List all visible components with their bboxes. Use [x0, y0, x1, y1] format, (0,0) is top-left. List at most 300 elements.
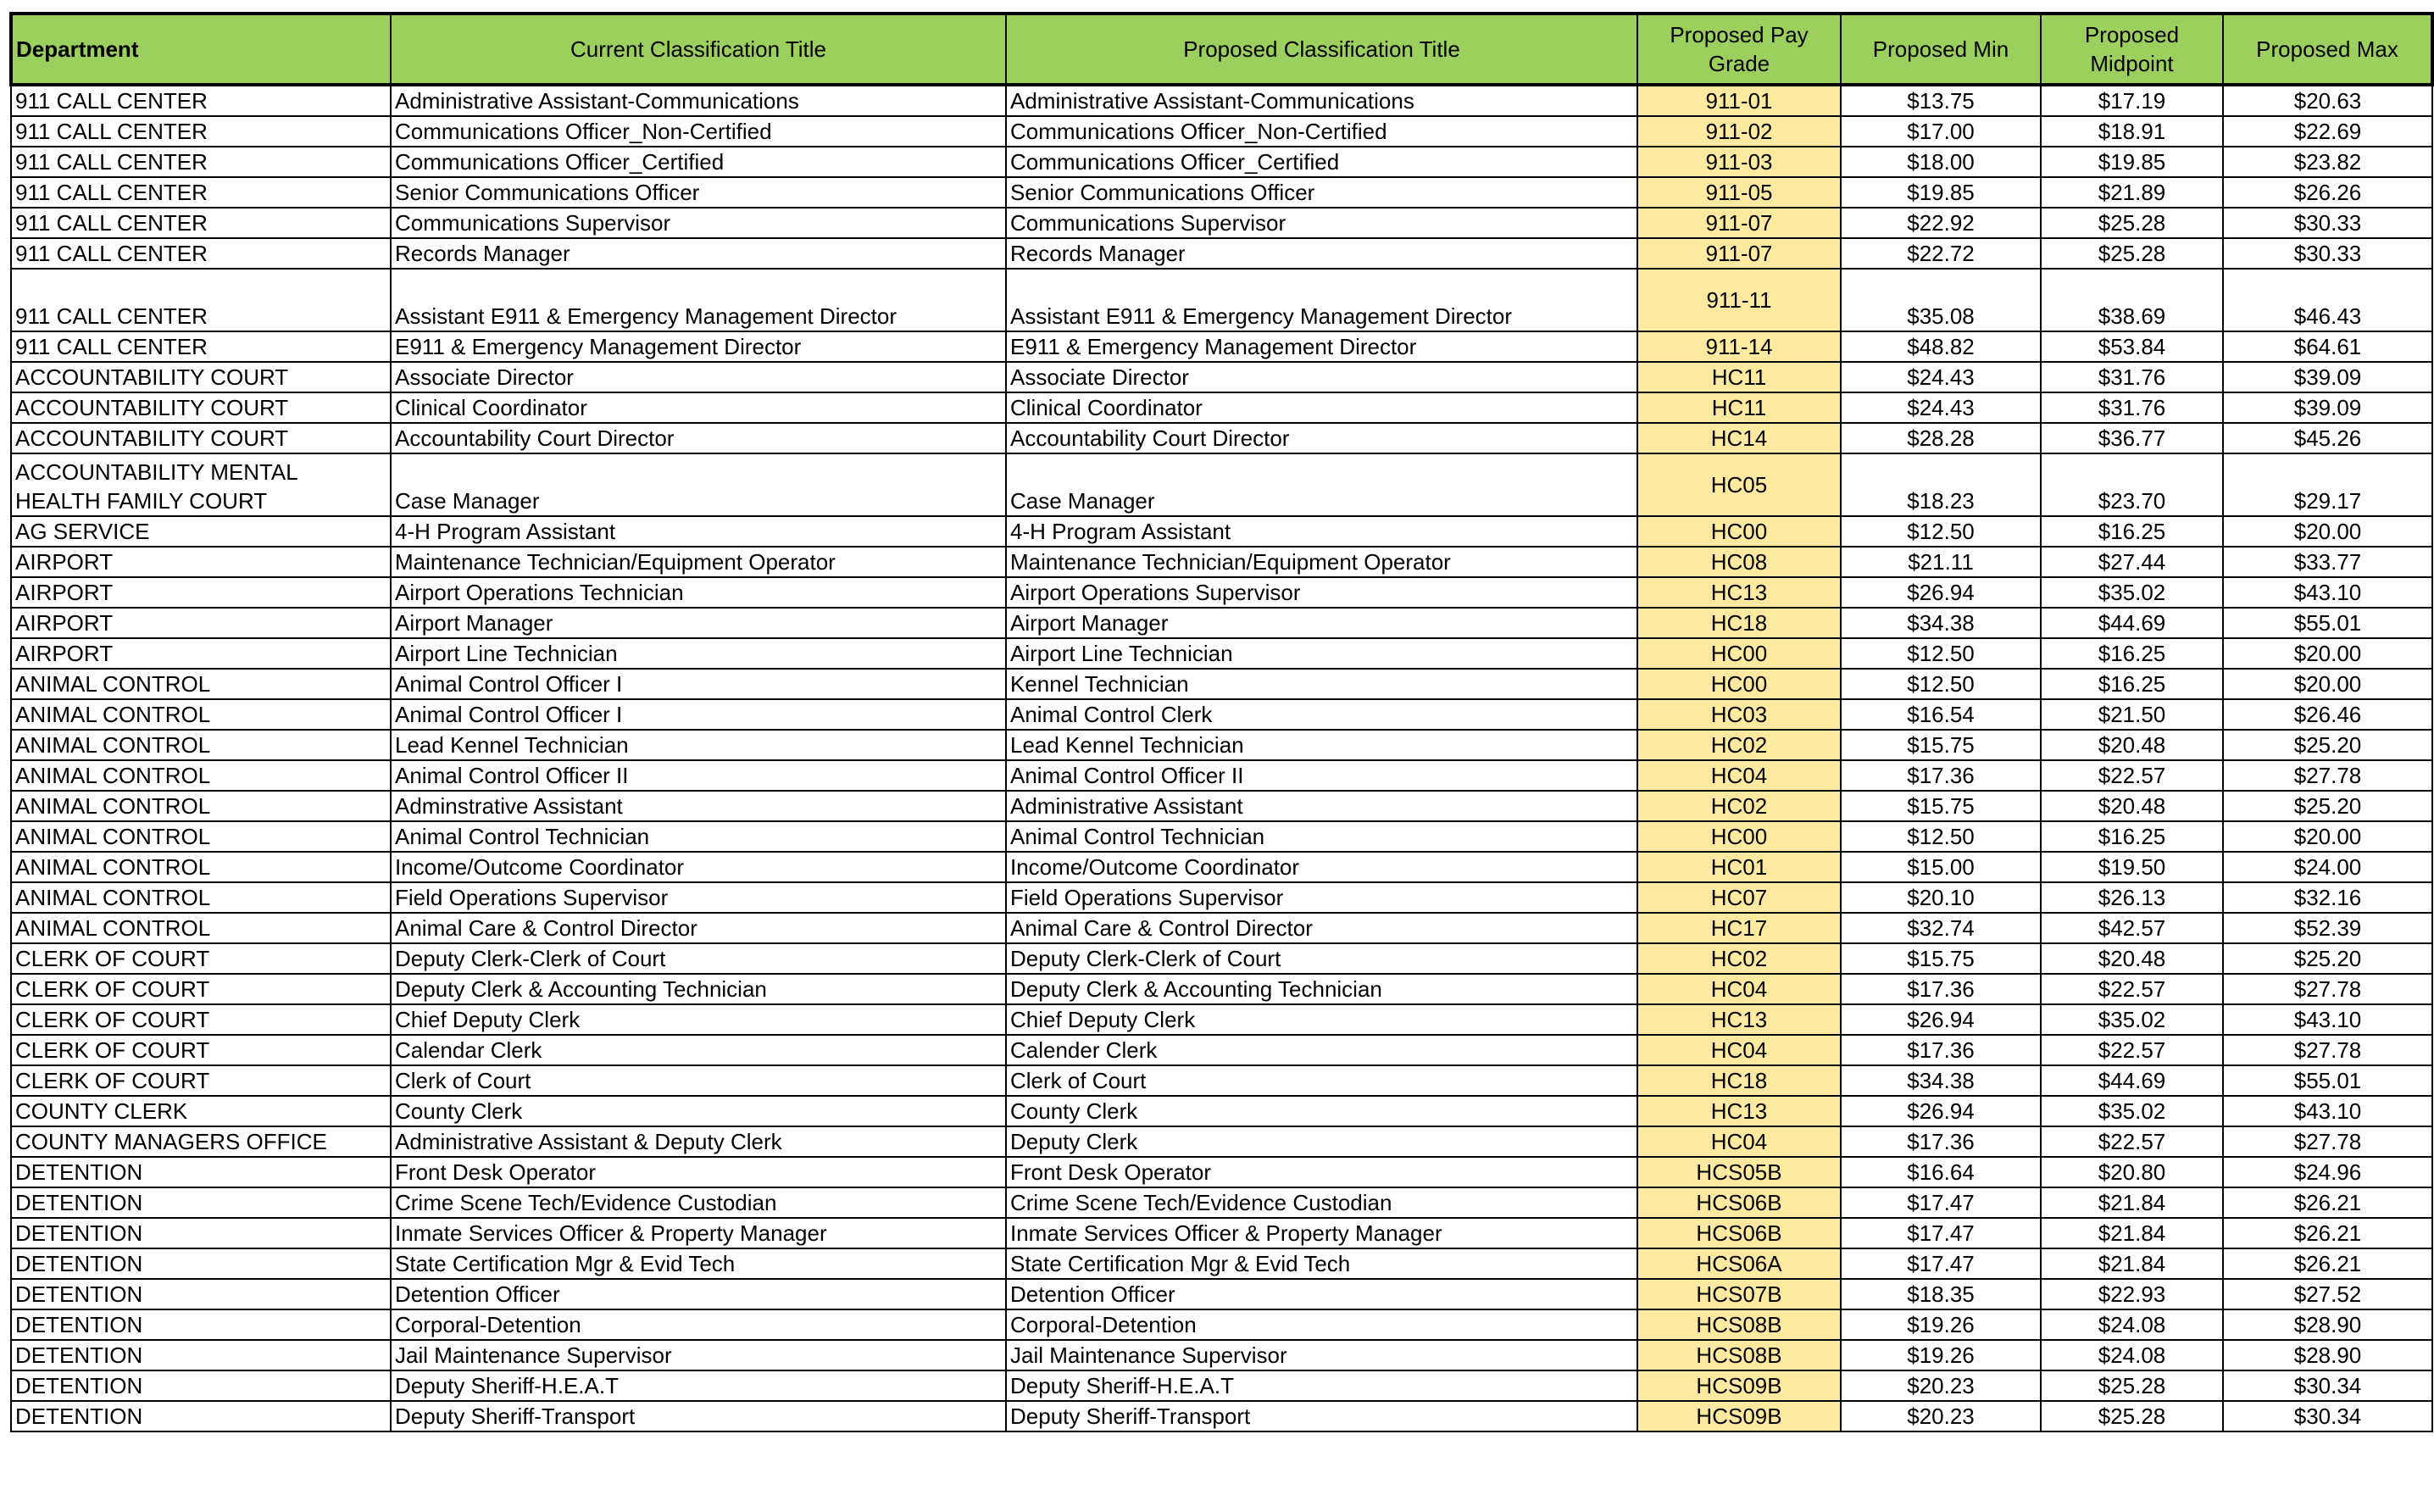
cell-proposed-title[interactable]: State Certification Mgr & Evid Tech: [1006, 1248, 1637, 1279]
cell-pay-grade[interactable]: HC02: [1637, 730, 1841, 760]
cell-proposed-min[interactable]: $17.36: [1841, 1126, 2041, 1157]
cell-pay-grade[interactable]: HCS08B: [1637, 1309, 1841, 1340]
cell-pay-grade[interactable]: 911-07: [1637, 208, 1841, 238]
cell-department[interactable]: 911 CALL CENTER: [11, 269, 391, 331]
cell-proposed-min[interactable]: $19.26: [1841, 1309, 2041, 1340]
cell-proposed-max[interactable]: $29.17: [2223, 453, 2432, 516]
cell-current-title[interactable]: Animal Care & Control Director: [391, 913, 1006, 943]
cell-proposed-title[interactable]: Communications Supervisor: [1006, 208, 1637, 238]
cell-proposed-max[interactable]: $26.26: [2223, 177, 2432, 208]
cell-proposed-min[interactable]: $24.43: [1841, 362, 2041, 392]
cell-pay-grade[interactable]: HC03: [1637, 699, 1841, 730]
cell-department[interactable]: AIRPORT: [11, 608, 391, 638]
cell-proposed-min[interactable]: $15.75: [1841, 943, 2041, 974]
cell-proposed-max[interactable]: $55.01: [2223, 1065, 2432, 1096]
cell-proposed-title[interactable]: Kennel Technician: [1006, 669, 1637, 699]
cell-proposed-midpoint[interactable]: $16.25: [2041, 669, 2223, 699]
cell-department[interactable]: DETENTION: [11, 1218, 391, 1248]
cell-proposed-max[interactable]: $26.21: [2223, 1218, 2432, 1248]
cell-proposed-midpoint[interactable]: $22.57: [2041, 974, 2223, 1004]
cell-current-title[interactable]: Income/Outcome Coordinator: [391, 852, 1006, 882]
cell-proposed-max[interactable]: $25.20: [2223, 943, 2432, 974]
cell-current-title[interactable]: Field Operations Supervisor: [391, 882, 1006, 913]
cell-proposed-midpoint[interactable]: $25.28: [2041, 238, 2223, 269]
cell-proposed-midpoint[interactable]: $20.80: [2041, 1157, 2223, 1187]
cell-department[interactable]: DETENTION: [11, 1401, 391, 1431]
cell-current-title[interactable]: Airport Operations Technician: [391, 577, 1006, 608]
cell-pay-grade[interactable]: HC08: [1637, 547, 1841, 577]
cell-proposed-max[interactable]: $24.00: [2223, 852, 2432, 882]
cell-pay-grade[interactable]: HC13: [1637, 1096, 1841, 1126]
cell-department[interactable]: 911 CALL CENTER: [11, 116, 391, 147]
cell-proposed-midpoint[interactable]: $35.02: [2041, 1096, 2223, 1126]
cell-proposed-midpoint[interactable]: $20.48: [2041, 730, 2223, 760]
cell-current-title[interactable]: Detention Officer: [391, 1279, 1006, 1309]
cell-current-title[interactable]: Crime Scene Tech/Evidence Custodian: [391, 1187, 1006, 1218]
cell-proposed-min[interactable]: $17.36: [1841, 760, 2041, 791]
cell-pay-grade[interactable]: HC13: [1637, 1004, 1841, 1035]
cell-proposed-max[interactable]: $52.39: [2223, 913, 2432, 943]
cell-proposed-title[interactable]: Front Desk Operator: [1006, 1157, 1637, 1187]
cell-department[interactable]: 911 CALL CENTER: [11, 85, 391, 116]
cell-proposed-midpoint[interactable]: $31.76: [2041, 392, 2223, 423]
cell-proposed-title[interactable]: Airport Operations Supervisor: [1006, 577, 1637, 608]
cell-department[interactable]: 911 CALL CENTER: [11, 208, 391, 238]
cell-current-title[interactable]: Chief Deputy Clerk: [391, 1004, 1006, 1035]
cell-proposed-midpoint[interactable]: $17.19: [2041, 85, 2223, 116]
cell-proposed-midpoint[interactable]: $23.70: [2041, 453, 2223, 516]
cell-proposed-midpoint[interactable]: $22.57: [2041, 1126, 2223, 1157]
cell-proposed-midpoint[interactable]: $22.57: [2041, 760, 2223, 791]
cell-proposed-title[interactable]: Lead Kennel Technician: [1006, 730, 1637, 760]
cell-pay-grade[interactable]: HCS06B: [1637, 1187, 1841, 1218]
cell-proposed-max[interactable]: $26.21: [2223, 1248, 2432, 1279]
cell-current-title[interactable]: Clerk of Court: [391, 1065, 1006, 1096]
cell-pay-grade[interactable]: HC04: [1637, 760, 1841, 791]
cell-proposed-min[interactable]: $18.23: [1841, 453, 2041, 516]
cell-pay-grade[interactable]: HC07: [1637, 882, 1841, 913]
cell-proposed-midpoint[interactable]: $21.84: [2041, 1187, 2223, 1218]
cell-proposed-midpoint[interactable]: $31.76: [2041, 362, 2223, 392]
cell-current-title[interactable]: Communications Officer_Certified: [391, 147, 1006, 177]
cell-pay-grade[interactable]: 911-03: [1637, 147, 1841, 177]
cell-proposed-title[interactable]: Jail Maintenance Supervisor: [1006, 1340, 1637, 1370]
cell-proposed-title[interactable]: Corporal-Detention: [1006, 1309, 1637, 1340]
cell-department[interactable]: ANIMAL CONTROL: [11, 669, 391, 699]
cell-current-title[interactable]: Airport Line Technician: [391, 638, 1006, 669]
cell-pay-grade[interactable]: HCS07B: [1637, 1279, 1841, 1309]
cell-pay-grade[interactable]: 911-01: [1637, 85, 1841, 116]
cell-proposed-min[interactable]: $15.00: [1841, 852, 2041, 882]
cell-proposed-midpoint[interactable]: $42.57: [2041, 913, 2223, 943]
cell-pay-grade[interactable]: HC11: [1637, 392, 1841, 423]
cell-pay-grade[interactable]: HC18: [1637, 608, 1841, 638]
cell-proposed-min[interactable]: $34.38: [1841, 1065, 2041, 1096]
cell-proposed-max[interactable]: $43.10: [2223, 1004, 2432, 1035]
cell-proposed-min[interactable]: $17.36: [1841, 974, 2041, 1004]
cell-department[interactable]: CLERK OF COURT: [11, 1004, 391, 1035]
cell-department[interactable]: 911 CALL CENTER: [11, 238, 391, 269]
cell-department[interactable]: DETENTION: [11, 1340, 391, 1370]
cell-pay-grade[interactable]: 911-11: [1637, 269, 1841, 331]
cell-department[interactable]: AIRPORT: [11, 577, 391, 608]
cell-proposed-min[interactable]: $20.10: [1841, 882, 2041, 913]
cell-current-title[interactable]: Animal Control Officer II: [391, 760, 1006, 791]
cell-proposed-max[interactable]: $24.96: [2223, 1157, 2432, 1187]
cell-proposed-title[interactable]: Airport Manager: [1006, 608, 1637, 638]
cell-pay-grade[interactable]: 911-14: [1637, 331, 1841, 362]
cell-pay-grade[interactable]: HCS09B: [1637, 1401, 1841, 1431]
cell-proposed-midpoint[interactable]: $16.25: [2041, 638, 2223, 669]
cell-proposed-midpoint[interactable]: $44.69: [2041, 1065, 2223, 1096]
cell-pay-grade[interactable]: HC11: [1637, 362, 1841, 392]
cell-proposed-title[interactable]: Deputy Clerk: [1006, 1126, 1637, 1157]
cell-department[interactable]: DETENTION: [11, 1370, 391, 1401]
cell-department[interactable]: AIRPORT: [11, 638, 391, 669]
cell-proposed-title[interactable]: Maintenance Technician/Equipment Operator: [1006, 547, 1637, 577]
cell-proposed-max[interactable]: $22.69: [2223, 116, 2432, 147]
cell-proposed-max[interactable]: $39.09: [2223, 362, 2432, 392]
cell-proposed-max[interactable]: $20.00: [2223, 669, 2432, 699]
cell-proposed-midpoint[interactable]: $27.44: [2041, 547, 2223, 577]
cell-current-title[interactable]: Maintenance Technician/Equipment Operator: [391, 547, 1006, 577]
cell-proposed-title[interactable]: Animal Control Clerk: [1006, 699, 1637, 730]
cell-department[interactable]: DETENTION: [11, 1248, 391, 1279]
cell-pay-grade[interactable]: HC00: [1637, 638, 1841, 669]
cell-department[interactable]: ANIMAL CONTROL: [11, 882, 391, 913]
cell-proposed-max[interactable]: $26.46: [2223, 699, 2432, 730]
cell-current-title[interactable]: Lead Kennel Technician: [391, 730, 1006, 760]
cell-proposed-min[interactable]: $12.50: [1841, 821, 2041, 852]
cell-pay-grade[interactable]: HC18: [1637, 1065, 1841, 1096]
cell-proposed-max[interactable]: $27.52: [2223, 1279, 2432, 1309]
cell-proposed-midpoint[interactable]: $26.13: [2041, 882, 2223, 913]
cell-department[interactable]: ACCOUNTABILITY MENTAL HEALTH FAMILY COURT: [11, 453, 391, 516]
header-department[interactable]: Department: [11, 14, 391, 85]
cell-proposed-midpoint[interactable]: $38.69: [2041, 269, 2223, 331]
cell-department[interactable]: ANIMAL CONTROL: [11, 821, 391, 852]
header-proposed-title[interactable]: Proposed Classification Title: [1006, 14, 1637, 85]
cell-current-title[interactable]: Assistant E911 & Emergency Management Director: [391, 269, 1006, 331]
cell-proposed-max[interactable]: $25.20: [2223, 730, 2432, 760]
cell-department[interactable]: DETENTION: [11, 1309, 391, 1340]
cell-department[interactable]: CLERK OF COURT: [11, 974, 391, 1004]
cell-department[interactable]: CLERK OF COURT: [11, 1035, 391, 1065]
cell-proposed-min[interactable]: $19.26: [1841, 1340, 2041, 1370]
cell-proposed-min[interactable]: $18.35: [1841, 1279, 2041, 1309]
cell-proposed-min[interactable]: $12.50: [1841, 516, 2041, 547]
cell-proposed-min[interactable]: $24.43: [1841, 392, 2041, 423]
cell-proposed-midpoint[interactable]: $18.91: [2041, 116, 2223, 147]
cell-current-title[interactable]: Deputy Clerk & Accounting Technician: [391, 974, 1006, 1004]
cell-pay-grade[interactable]: HC02: [1637, 943, 1841, 974]
cell-proposed-title[interactable]: 4-H Program Assistant: [1006, 516, 1637, 547]
cell-proposed-max[interactable]: $45.26: [2223, 423, 2432, 453]
cell-proposed-min[interactable]: $28.28: [1841, 423, 2041, 453]
cell-proposed-max[interactable]: $43.10: [2223, 577, 2432, 608]
cell-proposed-midpoint[interactable]: $25.28: [2041, 208, 2223, 238]
cell-current-title[interactable]: E911 & Emergency Management Director: [391, 331, 1006, 362]
cell-department[interactable]: ACCOUNTABILITY COURT: [11, 392, 391, 423]
cell-pay-grade[interactable]: 911-07: [1637, 238, 1841, 269]
cell-proposed-min[interactable]: $26.94: [1841, 1004, 2041, 1035]
cell-current-title[interactable]: Communications Supervisor: [391, 208, 1006, 238]
cell-current-title[interactable]: Senior Communications Officer: [391, 177, 1006, 208]
cell-proposed-min[interactable]: $17.36: [1841, 1035, 2041, 1065]
cell-proposed-min[interactable]: $22.72: [1841, 238, 2041, 269]
cell-department[interactable]: 911 CALL CENTER: [11, 147, 391, 177]
cell-proposed-midpoint[interactable]: $20.48: [2041, 943, 2223, 974]
cell-proposed-midpoint[interactable]: $21.89: [2041, 177, 2223, 208]
cell-current-title[interactable]: Accountability Court Director: [391, 423, 1006, 453]
cell-current-title[interactable]: Administrative Assistant & Deputy Clerk: [391, 1126, 1006, 1157]
cell-proposed-midpoint[interactable]: $53.84: [2041, 331, 2223, 362]
cell-proposed-title[interactable]: Crime Scene Tech/Evidence Custodian: [1006, 1187, 1637, 1218]
cell-department[interactable]: ANIMAL CONTROL: [11, 852, 391, 882]
cell-department[interactable]: ACCOUNTABILITY COURT: [11, 362, 391, 392]
cell-proposed-midpoint[interactable]: $16.25: [2041, 821, 2223, 852]
cell-proposed-min[interactable]: $18.00: [1841, 147, 2041, 177]
cell-proposed-min[interactable]: $34.38: [1841, 608, 2041, 638]
cell-proposed-title[interactable]: Administrative Assistant: [1006, 791, 1637, 821]
cell-proposed-title[interactable]: Records Manager: [1006, 238, 1637, 269]
cell-current-title[interactable]: Clinical Coordinator: [391, 392, 1006, 423]
cell-proposed-max[interactable]: $33.77: [2223, 547, 2432, 577]
cell-department[interactable]: ANIMAL CONTROL: [11, 730, 391, 760]
cell-proposed-max[interactable]: $55.01: [2223, 608, 2432, 638]
cell-pay-grade[interactable]: HC00: [1637, 669, 1841, 699]
cell-current-title[interactable]: Corporal-Detention: [391, 1309, 1006, 1340]
cell-proposed-max[interactable]: $20.00: [2223, 638, 2432, 669]
cell-department[interactable]: 911 CALL CENTER: [11, 177, 391, 208]
cell-current-title[interactable]: Deputy Sheriff-H.E.A.T: [391, 1370, 1006, 1401]
cell-current-title[interactable]: Records Manager: [391, 238, 1006, 269]
cell-pay-grade[interactable]: HCS08B: [1637, 1340, 1841, 1370]
cell-department[interactable]: ACCOUNTABILITY COURT: [11, 423, 391, 453]
cell-proposed-min[interactable]: $26.94: [1841, 577, 2041, 608]
cell-proposed-title[interactable]: Detention Officer: [1006, 1279, 1637, 1309]
cell-proposed-max[interactable]: $27.78: [2223, 1035, 2432, 1065]
cell-pay-grade[interactable]: HC05: [1637, 453, 1841, 516]
cell-department[interactable]: DETENTION: [11, 1187, 391, 1218]
cell-department[interactable]: CLERK OF COURT: [11, 943, 391, 974]
cell-proposed-title[interactable]: Clinical Coordinator: [1006, 392, 1637, 423]
cell-proposed-max[interactable]: $30.33: [2223, 238, 2432, 269]
cell-proposed-title[interactable]: Airport Line Technician: [1006, 638, 1637, 669]
cell-current-title[interactable]: Animal Control Officer I: [391, 669, 1006, 699]
cell-pay-grade[interactable]: HCS06B: [1637, 1218, 1841, 1248]
cell-proposed-midpoint[interactable]: $24.08: [2041, 1340, 2223, 1370]
cell-pay-grade[interactable]: HC13: [1637, 577, 1841, 608]
cell-department[interactable]: ANIMAL CONTROL: [11, 791, 391, 821]
cell-proposed-min[interactable]: $16.54: [1841, 699, 2041, 730]
cell-pay-grade[interactable]: HCS06A: [1637, 1248, 1841, 1279]
cell-proposed-max[interactable]: $20.00: [2223, 516, 2432, 547]
cell-department[interactable]: AG SERVICE: [11, 516, 391, 547]
cell-pay-grade[interactable]: HC02: [1637, 791, 1841, 821]
cell-proposed-min[interactable]: $16.64: [1841, 1157, 2041, 1187]
cell-proposed-min[interactable]: $35.08: [1841, 269, 2041, 331]
cell-proposed-title[interactable]: County Clerk: [1006, 1096, 1637, 1126]
cell-department[interactable]: COUNTY MANAGERS OFFICE: [11, 1126, 391, 1157]
cell-proposed-title[interactable]: Communications Officer_Certified: [1006, 147, 1637, 177]
cell-current-title[interactable]: Calendar Clerk: [391, 1035, 1006, 1065]
cell-proposed-min[interactable]: $13.75: [1841, 85, 2041, 116]
cell-proposed-midpoint[interactable]: $19.50: [2041, 852, 2223, 882]
cell-pay-grade[interactable]: HCS05B: [1637, 1157, 1841, 1187]
cell-proposed-max[interactable]: $39.09: [2223, 392, 2432, 423]
cell-proposed-max[interactable]: $27.78: [2223, 974, 2432, 1004]
cell-proposed-midpoint[interactable]: $22.57: [2041, 1035, 2223, 1065]
cell-proposed-max[interactable]: $27.78: [2223, 760, 2432, 791]
cell-current-title[interactable]: Adminstrative Assistant: [391, 791, 1006, 821]
header-pay-grade[interactable]: Proposed Pay Grade: [1637, 14, 1841, 85]
cell-current-title[interactable]: Communications Officer_Non-Certified: [391, 116, 1006, 147]
cell-pay-grade[interactable]: HC14: [1637, 423, 1841, 453]
cell-proposed-midpoint[interactable]: $21.84: [2041, 1248, 2223, 1279]
cell-current-title[interactable]: Deputy Sheriff-Transport: [391, 1401, 1006, 1431]
cell-proposed-midpoint[interactable]: $35.02: [2041, 1004, 2223, 1035]
cell-current-title[interactable]: Associate Director: [391, 362, 1006, 392]
cell-proposed-title[interactable]: Calender Clerk: [1006, 1035, 1637, 1065]
cell-department[interactable]: COUNTY CLERK: [11, 1096, 391, 1126]
cell-proposed-midpoint[interactable]: $20.48: [2041, 791, 2223, 821]
cell-current-title[interactable]: Animal Control Technician: [391, 821, 1006, 852]
cell-current-title[interactable]: County Clerk: [391, 1096, 1006, 1126]
cell-department[interactable]: DETENTION: [11, 1279, 391, 1309]
cell-proposed-min[interactable]: $17.47: [1841, 1218, 2041, 1248]
cell-proposed-title[interactable]: Deputy Clerk & Accounting Technician: [1006, 974, 1637, 1004]
cell-proposed-title[interactable]: Administrative Assistant-Communications: [1006, 85, 1637, 116]
cell-department[interactable]: ANIMAL CONTROL: [11, 913, 391, 943]
cell-proposed-midpoint[interactable]: $21.84: [2041, 1218, 2223, 1248]
cell-proposed-min[interactable]: $12.50: [1841, 669, 2041, 699]
cell-proposed-title[interactable]: Income/Outcome Coordinator: [1006, 852, 1637, 882]
cell-proposed-max[interactable]: $20.00: [2223, 821, 2432, 852]
cell-proposed-max[interactable]: $20.63: [2223, 85, 2432, 116]
cell-proposed-title[interactable]: Chief Deputy Clerk: [1006, 1004, 1637, 1035]
cell-proposed-midpoint[interactable]: $35.02: [2041, 577, 2223, 608]
cell-current-title[interactable]: Jail Maintenance Supervisor: [391, 1340, 1006, 1370]
cell-current-title[interactable]: 4-H Program Assistant: [391, 516, 1006, 547]
cell-proposed-max[interactable]: $28.90: [2223, 1340, 2432, 1370]
cell-pay-grade[interactable]: HC00: [1637, 821, 1841, 852]
cell-proposed-min[interactable]: $20.23: [1841, 1370, 2041, 1401]
cell-proposed-midpoint[interactable]: $25.28: [2041, 1370, 2223, 1401]
cell-proposed-title[interactable]: Communications Officer_Non-Certified: [1006, 116, 1637, 147]
cell-department[interactable]: AIRPORT: [11, 547, 391, 577]
cell-proposed-title[interactable]: Accountability Court Director: [1006, 423, 1637, 453]
cell-pay-grade[interactable]: HC04: [1637, 974, 1841, 1004]
cell-pay-grade[interactable]: HC17: [1637, 913, 1841, 943]
cell-proposed-title[interactable]: Associate Director: [1006, 362, 1637, 392]
cell-proposed-title[interactable]: E911 & Emergency Management Director: [1006, 331, 1637, 362]
cell-proposed-title[interactable]: Animal Control Officer II: [1006, 760, 1637, 791]
cell-proposed-min[interactable]: $17.47: [1841, 1248, 2041, 1279]
cell-proposed-title[interactable]: Senior Communications Officer: [1006, 177, 1637, 208]
cell-pay-grade[interactable]: HC00: [1637, 516, 1841, 547]
cell-current-title[interactable]: Administrative Assistant-Communications: [391, 85, 1006, 116]
cell-proposed-midpoint[interactable]: $36.77: [2041, 423, 2223, 453]
cell-proposed-max[interactable]: $25.20: [2223, 791, 2432, 821]
cell-proposed-min[interactable]: $21.11: [1841, 547, 2041, 577]
cell-pay-grade[interactable]: HC04: [1637, 1126, 1841, 1157]
cell-proposed-max[interactable]: $28.90: [2223, 1309, 2432, 1340]
cell-pay-grade[interactable]: HC01: [1637, 852, 1841, 882]
cell-proposed-title[interactable]: Clerk of Court: [1006, 1065, 1637, 1096]
cell-proposed-midpoint[interactable]: $16.25: [2041, 516, 2223, 547]
cell-proposed-title[interactable]: Animal Care & Control Director: [1006, 913, 1637, 943]
cell-department[interactable]: ANIMAL CONTROL: [11, 760, 391, 791]
cell-proposed-max[interactable]: $30.34: [2223, 1370, 2432, 1401]
cell-proposed-min[interactable]: $26.94: [1841, 1096, 2041, 1126]
cell-department[interactable]: DETENTION: [11, 1157, 391, 1187]
header-proposed-max[interactable]: Proposed Max: [2223, 14, 2432, 85]
cell-current-title[interactable]: Case Manager: [391, 453, 1006, 516]
header-current-title[interactable]: Current Classification Title: [391, 14, 1006, 85]
header-proposed-min[interactable]: Proposed Min: [1841, 14, 2041, 85]
cell-proposed-max[interactable]: $26.21: [2223, 1187, 2432, 1218]
cell-proposed-title[interactable]: Inmate Services Officer & Property Manager: [1006, 1218, 1637, 1248]
cell-proposed-max[interactable]: $30.33: [2223, 208, 2432, 238]
cell-proposed-max[interactable]: $64.61: [2223, 331, 2432, 362]
cell-current-title[interactable]: Inmate Services Officer & Property Manager: [391, 1218, 1006, 1248]
cell-proposed-midpoint[interactable]: $24.08: [2041, 1309, 2223, 1340]
cell-proposed-max[interactable]: $32.16: [2223, 882, 2432, 913]
cell-proposed-min[interactable]: $12.50: [1841, 638, 2041, 669]
cell-proposed-title[interactable]: Field Operations Supervisor: [1006, 882, 1637, 913]
cell-current-title[interactable]: Animal Control Officer I: [391, 699, 1006, 730]
cell-proposed-max[interactable]: $46.43: [2223, 269, 2432, 331]
cell-current-title[interactable]: Front Desk Operator: [391, 1157, 1006, 1187]
cell-pay-grade[interactable]: 911-05: [1637, 177, 1841, 208]
cell-proposed-min[interactable]: $22.92: [1841, 208, 2041, 238]
cell-proposed-midpoint[interactable]: $19.85: [2041, 147, 2223, 177]
cell-proposed-title[interactable]: Deputy Sheriff-Transport: [1006, 1401, 1637, 1431]
cell-proposed-title[interactable]: Deputy Clerk-Clerk of Court: [1006, 943, 1637, 974]
cell-proposed-min[interactable]: $32.74: [1841, 913, 2041, 943]
cell-proposed-max[interactable]: $43.10: [2223, 1096, 2432, 1126]
cell-proposed-min[interactable]: $19.85: [1841, 177, 2041, 208]
cell-pay-grade[interactable]: HCS09B: [1637, 1370, 1841, 1401]
cell-current-title[interactable]: State Certification Mgr & Evid Tech: [391, 1248, 1006, 1279]
cell-department[interactable]: 911 CALL CENTER: [11, 331, 391, 362]
cell-proposed-title[interactable]: Deputy Sheriff-H.E.A.T: [1006, 1370, 1637, 1401]
cell-department[interactable]: CLERK OF COURT: [11, 1065, 391, 1096]
cell-current-title[interactable]: Deputy Clerk-Clerk of Court: [391, 943, 1006, 974]
cell-proposed-min[interactable]: $17.47: [1841, 1187, 2041, 1218]
cell-proposed-min[interactable]: $20.23: [1841, 1401, 2041, 1431]
cell-proposed-title[interactable]: Animal Control Technician: [1006, 821, 1637, 852]
cell-proposed-title[interactable]: Assistant E911 & Emergency Management Director: [1006, 269, 1637, 331]
cell-proposed-max[interactable]: $30.34: [2223, 1401, 2432, 1431]
cell-pay-grade[interactable]: 911-02: [1637, 116, 1841, 147]
cell-proposed-midpoint[interactable]: $25.28: [2041, 1401, 2223, 1431]
cell-department[interactable]: ANIMAL CONTROL: [11, 699, 391, 730]
cell-proposed-max[interactable]: $27.78: [2223, 1126, 2432, 1157]
cell-proposed-title[interactable]: Case Manager: [1006, 453, 1637, 516]
cell-proposed-midpoint[interactable]: $22.93: [2041, 1279, 2223, 1309]
cell-proposed-min[interactable]: $48.82: [1841, 331, 2041, 362]
cell-proposed-min[interactable]: $15.75: [1841, 730, 2041, 760]
cell-pay-grade[interactable]: HC04: [1637, 1035, 1841, 1065]
cell-proposed-max[interactable]: $23.82: [2223, 147, 2432, 177]
header-proposed-midpoint[interactable]: Proposed Midpoint: [2041, 14, 2223, 85]
cell-proposed-midpoint[interactable]: $21.50: [2041, 699, 2223, 730]
cell-proposed-min[interactable]: $17.00: [1841, 116, 2041, 147]
cell-proposed-midpoint[interactable]: $44.69: [2041, 608, 2223, 638]
cell-proposed-min[interactable]: $15.75: [1841, 791, 2041, 821]
